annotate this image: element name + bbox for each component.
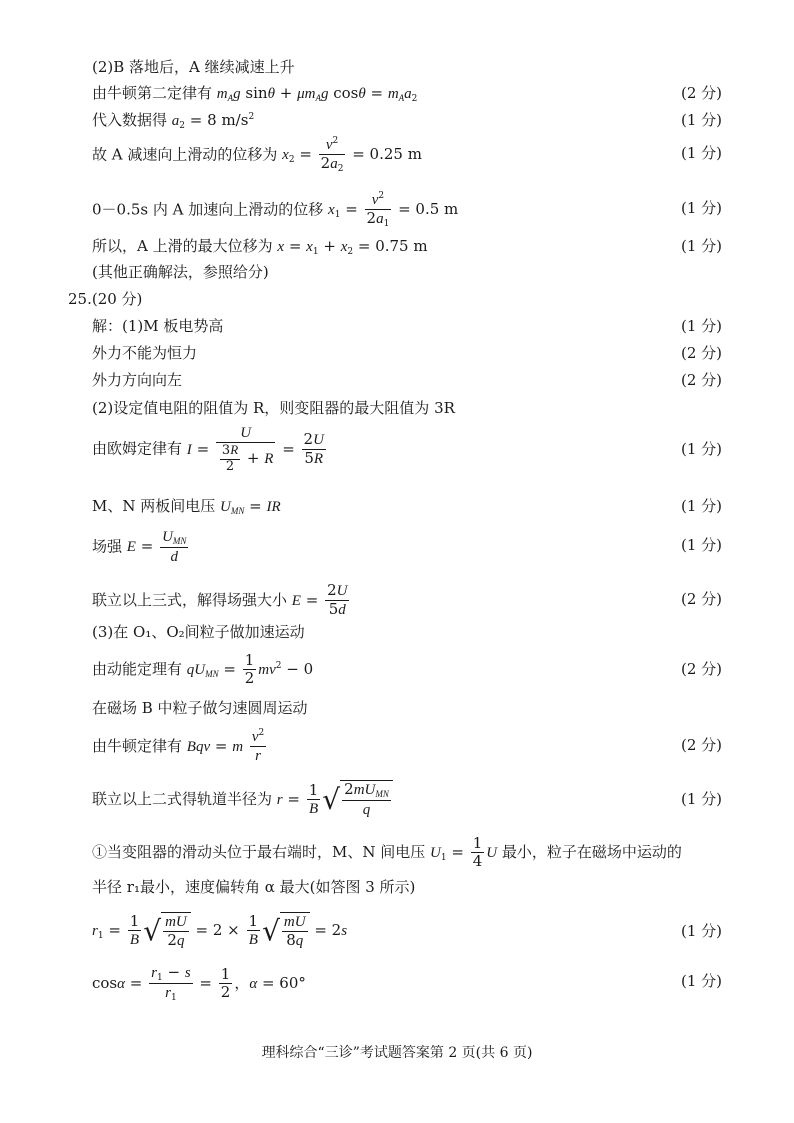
equation: r = $\frac{1}{B}$ √ $\frac{2mU_{MN}}{q}$ (277, 790, 393, 808)
page-footer: 理科综合“三诊”考试题答案第 2 页(共 6 页) (261, 1045, 533, 1061)
score: (2 分) (680, 344, 722, 362)
equation: $qU_{MN}$ = $\frac{1}{2}$ $mv^2 - 0$ (186, 651, 314, 688)
equation: $a_2 = 8$ $m/s^2$ (171, 111, 255, 131)
equation: I = U $\frac{3R}{2}$ + R = $\frac{2U}{5R}$ (186, 425, 324, 475)
score: (1 分) (680, 144, 722, 162)
equation: E = $\frac{U_{MN}}{d}$ (126, 529, 187, 566)
equation: $x_1$ = $\frac{v^2}{2a_1}$ = 0.5 m (328, 191, 459, 230)
score: (1 分) (680, 111, 722, 129)
equation: $m_Ag$ $\sin\theta + \mu m_Ag$ $\cos\theta = m_Aa_2$ (216, 84, 418, 104)
score: (2 分) (680, 660, 722, 678)
score: (2 分) (680, 84, 722, 102)
score: (1 分) (680, 790, 722, 808)
score: (1 分) (680, 317, 722, 335)
score: (1 分) (680, 922, 722, 940)
score: (2 分) (680, 590, 722, 608)
score: (2 分) (680, 736, 722, 754)
score: (2 分) (680, 371, 722, 389)
equation: cosα = $\frac{r_1 - s}{r_1}$ = $\frac{1}{2}$ ，α = 60° (92, 963, 306, 1004)
equation: $U_{MN}$ = IR (220, 497, 281, 516)
equation: $U_1$ = $\frac{1}{4}$ U (430, 834, 498, 871)
score: (1 分) (680, 497, 722, 515)
score: (1 分) (680, 440, 722, 458)
score: (1 分) (680, 199, 722, 217)
score: (1 分) (680, 972, 722, 990)
equation: E = $\frac{2U}{5d}$ (291, 581, 348, 619)
score: (1 分) (680, 237, 722, 255)
equation: Bqv = m $\frac{v^2}{r}$ (186, 728, 265, 765)
equation: $x = x_1 + x_2 = 0.75$ m (277, 237, 428, 257)
equation: $r_1$ = $\frac{1}{B}$ √ $\frac{mU}{2q}$ = 2 × $\frac{1}{B}$ √ $\frac{mU}{8q}$ = 2s (92, 912, 348, 950)
equation: $x_2$ = $\frac{v^2}{2a_2}$ = 0.25 m (282, 136, 422, 175)
score: (1 分) (680, 536, 722, 554)
